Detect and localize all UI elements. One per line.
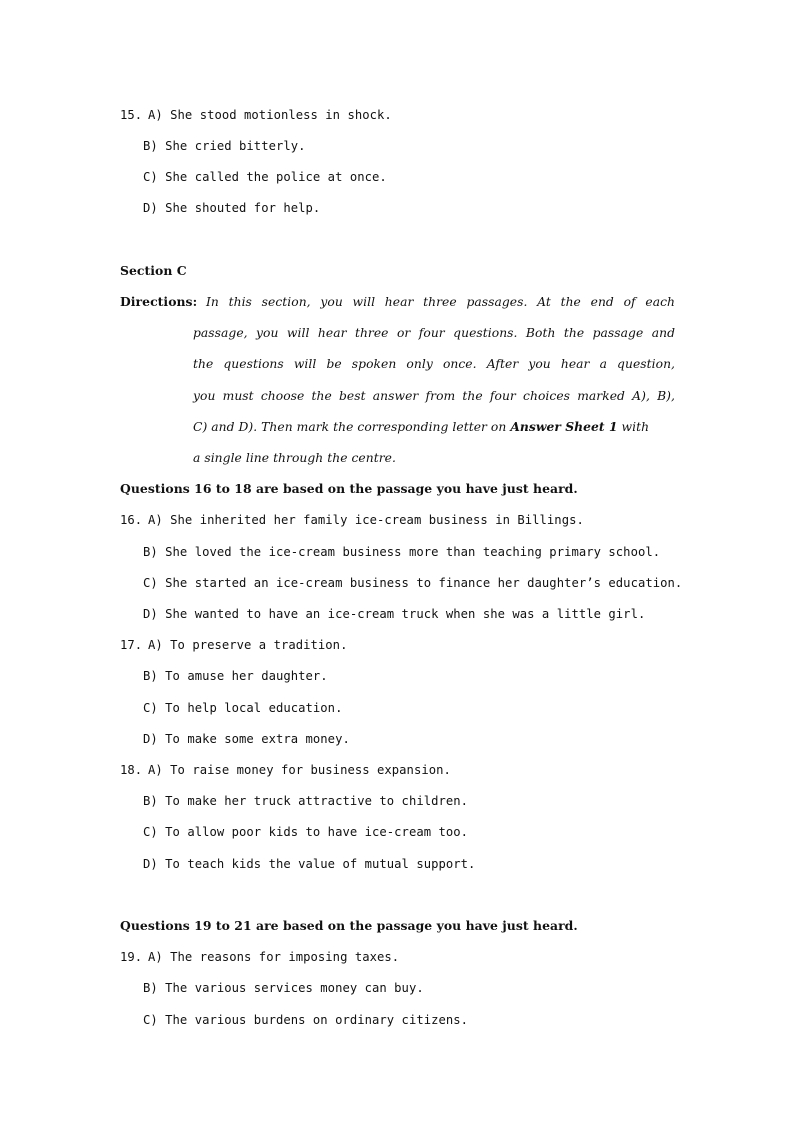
question-number: 15. xyxy=(120,108,143,122)
question-number: 19. xyxy=(120,950,143,964)
question-16-option-b: B) She loved the ice-cream business more than teaching primary school. xyxy=(143,545,661,559)
directions-line-5: C) and D). Then mark the corresponding letter on Answer Sheet 1 with xyxy=(193,419,650,434)
question-16-option-c: C) She started an ice-cream business to finance her daughter’s education. xyxy=(143,576,683,590)
question-17-option-a: 17. A) To preserve a tradition. xyxy=(120,638,348,652)
question-18-option-d: D) To teach kids the value of mutual support. xyxy=(143,857,476,871)
directions-line-3: the questions will be spoken only once. After you hear a question, xyxy=(193,357,675,371)
group-heading-19-21: Questions 19 to 21 are based on the passage you have just heard. xyxy=(120,918,578,933)
directions-line-6: a single line through the centre. xyxy=(193,451,396,465)
question-number: 18. xyxy=(120,763,143,777)
directions-line-4: you must choose the best answer from the four choices marked A), B), xyxy=(193,389,675,403)
section-heading: Section C xyxy=(120,263,187,278)
answer-sheet-label: Answer Sheet 1 xyxy=(510,419,618,434)
question-number: 17. xyxy=(120,638,143,652)
directions-label: Directions: xyxy=(120,294,198,309)
question-number: 16. xyxy=(120,513,143,527)
question-17-option-d: D) To make some extra money. xyxy=(143,732,350,746)
question-16-option-d: D) She wanted to have an ice-cream truck when she was a little girl. xyxy=(143,607,646,621)
question-18-option-c: C) To allow poor kids to have ice-cream too. xyxy=(143,825,469,839)
question-18-option-b: B) To make her truck attractive to children. xyxy=(143,794,469,808)
question-15-option-c: C) She called the police at once. xyxy=(143,170,387,184)
question-16-option-a: 16. A) She inherited her family ice-cream business in Billings. xyxy=(120,513,584,527)
question-19-option-c: C) The various burdens on ordinary citizens. xyxy=(143,1013,469,1027)
question-18-option-a: 18. A) To raise money for business expansion. xyxy=(120,763,451,777)
directions-line-2: passage, you will hear three or four questions. Both the passage and xyxy=(193,326,675,340)
question-15-option-a: 15. A) She stood motionless in shock. xyxy=(120,108,392,122)
question-15-option-b: B) She cried bitterly. xyxy=(143,139,306,153)
question-19-option-a: 19. A) The reasons for imposing taxes. xyxy=(120,950,400,964)
question-19-option-b: B) The various services money can buy. xyxy=(143,981,424,995)
group-heading-16-18: Questions 16 to 18 are based on the passage you have just heard. xyxy=(120,481,578,496)
question-15-option-d: D) She shouted for help. xyxy=(143,201,321,215)
directions-line-1: In this section, you will hear three passages. At the end of each xyxy=(206,295,675,309)
question-17-option-c: C) To help local education. xyxy=(143,701,343,715)
question-17-option-b: B) To amuse her daughter. xyxy=(143,669,328,683)
